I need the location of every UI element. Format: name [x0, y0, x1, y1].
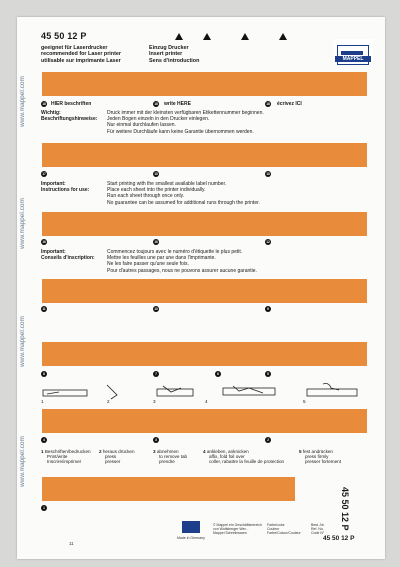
label-band — [42, 342, 367, 366]
header-right: Einzug Drucker Insert printer Sens d'introduction — [149, 45, 200, 64]
feed-direction-icon — [175, 33, 183, 40]
illus-number: 1 — [41, 399, 44, 404]
label-number: 6 — [215, 371, 221, 377]
label-number: 8 — [41, 371, 47, 377]
illus-number: 2 — [107, 399, 110, 404]
label-band — [42, 212, 367, 236]
label-number: 4 — [41, 437, 47, 443]
illus-number: 5 — [303, 399, 306, 404]
label-number: 16 — [154, 240, 158, 244]
made-in-germany: Made in Germany — [177, 536, 205, 540]
illus-number: 4 — [205, 399, 208, 404]
label-number: 7 — [153, 371, 159, 377]
label-number: 15 — [266, 172, 270, 176]
label-band — [42, 143, 367, 167]
de-instructions: Druck immer mit der kleinsten verfügbaren Etikettennummer beginnen. Jeden Bogen einzeln in den Drucker einlegen. Nur einmal durchlaufen lassen. Für weitere Durchläufe kann keine Garantie übernommen werden. — [107, 110, 264, 135]
label-number: 2 — [265, 437, 271, 443]
label-number: 18 — [266, 102, 270, 106]
product-code: 45 50 12 P — [41, 31, 87, 41]
footer-logo — [182, 521, 200, 533]
mappel-logo: MAPPEL — [333, 39, 373, 65]
footer-legal: © Mappel ein Geschäftsbereich von Wolfsberger Wer... Mappel Schreibwaren — [213, 523, 262, 536]
label-number: 10 — [154, 307, 158, 311]
label-number: 18 — [42, 102, 46, 106]
en-instructions: Start printing with the smallest available label number. Place each sheet into the printer individually. Run each sheet through once only. No guarantee can be assumed for additional runs through the printer. — [107, 181, 260, 206]
label-number: 9 — [265, 306, 271, 312]
step-2: 2 heraus drücken press presser — [99, 449, 135, 465]
label-band — [42, 477, 295, 501]
label-number: 16 — [42, 240, 46, 244]
step-1: 1 Beschriften/bedrucken Print/write Inscrire/imprimer — [41, 449, 91, 465]
footer-product-code: 45 50 12 P — [340, 487, 350, 531]
step-illustrations — [37, 381, 367, 403]
feed-direction-icon — [279, 33, 287, 40]
write-here-fr: écrivez ICI — [277, 101, 302, 107]
feed-direction-icon — [203, 33, 211, 40]
label-number: 12 — [266, 240, 270, 244]
feed-direction-icon — [241, 33, 249, 40]
label-number: 15 — [154, 172, 158, 176]
step-4: 4 ankleben, anknicken affix, fold foil over coller, rabattre la feuille de protection — [203, 449, 285, 465]
illus-number: 3 — [153, 399, 156, 404]
label-number: 18 — [154, 102, 158, 106]
write-here-de: HIER beschriften — [51, 101, 92, 107]
label-band — [42, 72, 367, 96]
label-number: 5 — [265, 371, 271, 377]
label-number: 3 — [153, 437, 159, 443]
de-title: Wichtig: Beschriftungshinweise: — [41, 110, 98, 123]
page-number: 11 — [69, 541, 74, 546]
label-band — [42, 409, 367, 433]
footer-ref: Best.-Nr. Ref. No. Code N° — [311, 523, 325, 536]
label-number: 17 — [42, 172, 46, 176]
step-3: 3 abnehmen to remove tab prendre — [153, 449, 188, 465]
label-number: 1 — [41, 505, 47, 511]
header-left: geeignet für Laserdrucker recommended for Laser printer utilisable sur imprimante Laser — [41, 45, 121, 64]
fr-instructions: Commencez toujours avec le numéro d'étiquette le plus petit. Mettre les feuilles une par une dans l'imprimante. Ne les faire passer qu'une seule fois. Pour d'autres passages, nous ne pouvons assurer aucune garantie. — [107, 249, 257, 274]
en-title: Important: Instructions for use: — [41, 181, 90, 194]
label-band — [42, 279, 367, 303]
footer-color: Farbe/color Couleur Farbe/Colour/Couleur — [267, 523, 301, 536]
footer-code-bottom: 45 50 12 P — [323, 535, 355, 542]
label-number: 11 — [42, 307, 46, 311]
step-5: 5 fest andrücken press firmly presser fortement — [299, 449, 341, 465]
label-sheet: www.mappel.com www.mappel.com www.mappel.com www.mappel.com 45 50 12 P geeignet für Laserdrucker recommended for Laser printer utilisable sur imprimante Laser Einzug Drucker Insert printer Sens d'introduction MAPPEL 18 HIER beschriften 18 write HERE 18 écrivez ICI Wichtig: Beschriftungshinweise: Druck immer mit der kleinsten verfügbaren Etikettennummer beginnen. Jeden Bogen einzeln in den Drucker einlegen. Nur einmal durchlaufen lassen. Für weitere Durchläufe kann keine Garantie übernommen werden. 17 15 15 Important: Instructions for use: Start printing with the smallest available label number. Place each sheet into the printer individually. Run each sheet through once only. No guarantee can be assumed for additional runs through the printer. 16 16 12 Important: Conseils d'inscription: Commencez toujours avec le numéro d'étiquette le plus petit. Mettre les feuilles une par une dans l'imprimante. Ne les faire passer qu'une seule fois. Pour d'autres passages, nous ne pouvons assurer aucune garantie. 11 10 9 8 7 6 5 1 2 3 4 5 4 3 2 1 Beschriften/bedrucken Print/write Inscrire/imprimer 2 heraus drücken press presser 3 abnehmen to remove tab prendre 4 ankleben, anknicken affix, fold foil over coller, rabattre la feuille de protection 5 fest andrücken press firmly presser fortement 1 45 50 12 P 11 Made in Germany © Mappel ein Geschäftsbereich von Wolfsberger Wer... Mappel Schreibwaren Farbe/color Couleur Farbe/Colour/Couleur Best.-Nr. Ref. No. Code N° 45 50 12 P — [17, 17, 385, 559]
fr-title: Important: Conseils d'inscription: — [41, 249, 95, 262]
write-here-en: write HERE — [164, 101, 191, 107]
